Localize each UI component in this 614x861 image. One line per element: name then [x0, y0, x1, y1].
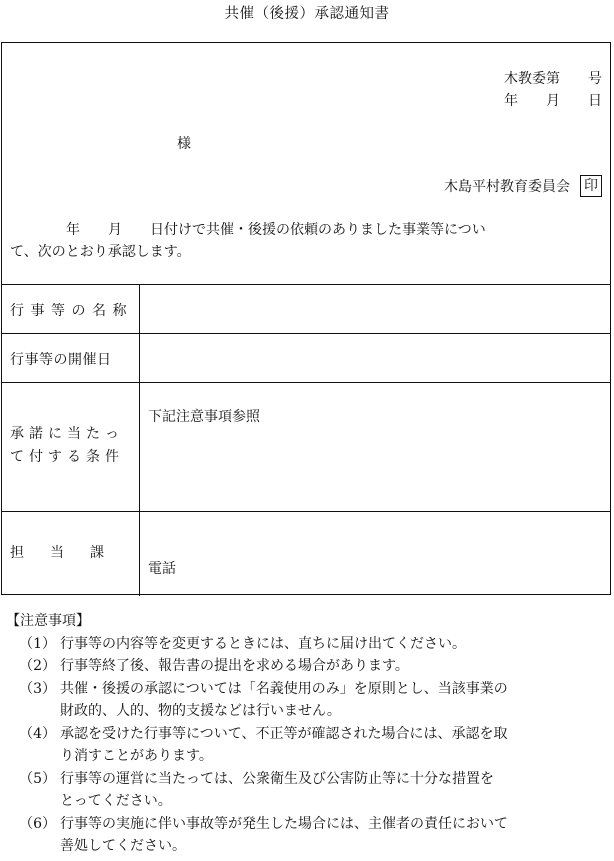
table-row-event-date: [2, 333, 610, 382]
note-item: [6, 768, 608, 813]
issuer-name: 木島平村教育委員会: [444, 179, 570, 195]
note-item: [6, 633, 608, 656]
note-text: [60, 768, 608, 813]
note-text: [60, 655, 608, 678]
note-item: [6, 655, 608, 678]
notice-body-line-2: て、次のとおり承認します。: [10, 244, 191, 260]
row-label-conditions: [10, 423, 133, 469]
note-text-line-2: 財政的、人的、物的支援などは行いません。: [60, 703, 341, 719]
note-item: [6, 813, 608, 858]
notice-header-area: [2, 43, 610, 284]
label-cell: [2, 512, 140, 596]
table-row-conditions: [2, 382, 610, 511]
label-cell: [2, 383, 140, 511]
note-text: [60, 813, 608, 858]
row-label-event-name: 行事等の名称: [10, 303, 133, 319]
document-title: 共催（後援）承認通知書: [224, 6, 390, 22]
note-number: （6）: [19, 815, 56, 832]
note-text: [60, 678, 608, 723]
row-value-conditions: 下記注意事項参照: [148, 409, 260, 425]
note-item: [6, 723, 608, 768]
note-text-line-1: 行事等の運営に当たっては、公衆衛生及び公害防止等に十分な措置を: [60, 770, 494, 787]
table-row-department: [2, 511, 610, 596]
note-text-line-1: 行事等終了後、報告書の提出を求める場合があります。: [60, 658, 409, 674]
note-text: [60, 633, 608, 656]
note-text-line-2: 善処してください。: [60, 838, 186, 854]
row-label-department: 担当課: [10, 545, 130, 561]
label-cell: [2, 285, 140, 333]
notice-body: [10, 219, 604, 263]
document-number: 木教委第 号: [504, 71, 602, 87]
seal-box: 印: [580, 175, 602, 197]
note-text-line-2: り消すことがあります。: [60, 748, 213, 764]
note-number: （4）: [19, 725, 56, 742]
note-text-line-1: 承認を受けた行事等について、不正等が確認された場合には、承認を取: [60, 725, 508, 742]
recipient-suffix: 様: [177, 136, 191, 152]
note-text-line-1: 行事等の実施に伴い事故等が発生した場合には、主催者の責任において: [60, 815, 508, 832]
notice-body-line-1: 年 月 日付けで共催・後援の依頼のありました事業等につい: [10, 222, 486, 238]
row-label-conditions-line-1: 承諾に当たっ: [10, 426, 124, 442]
row-label-conditions-line-2: て付する条件: [10, 449, 124, 465]
table-row-event-name: [2, 284, 610, 333]
note-item: [6, 678, 608, 723]
note-text-line-2: とってください。: [60, 793, 172, 809]
label-cell: [2, 334, 140, 382]
note-number: （3）: [19, 680, 56, 697]
note-text-line-1: 共催・後援の承認については「名義使用のみ」を原則とし、当該事業の: [60, 680, 508, 697]
note-number: （5）: [19, 770, 56, 787]
note-text: [60, 723, 608, 768]
row-value-phone: 電話: [148, 561, 176, 577]
notes-section: [6, 610, 608, 858]
note-number: （1）: [19, 635, 56, 652]
note-number: （2）: [19, 658, 56, 674]
row-label-event-date: 行事等の開催日: [10, 352, 112, 368]
note-text-line-1: 行事等の内容等を変更するときには、直ちに届け出てください。: [60, 635, 466, 652]
notice-form-box: [1, 42, 611, 595]
document-date: 年 月 日: [504, 93, 602, 109]
notes-heading: 【注意事項】: [6, 613, 90, 629]
